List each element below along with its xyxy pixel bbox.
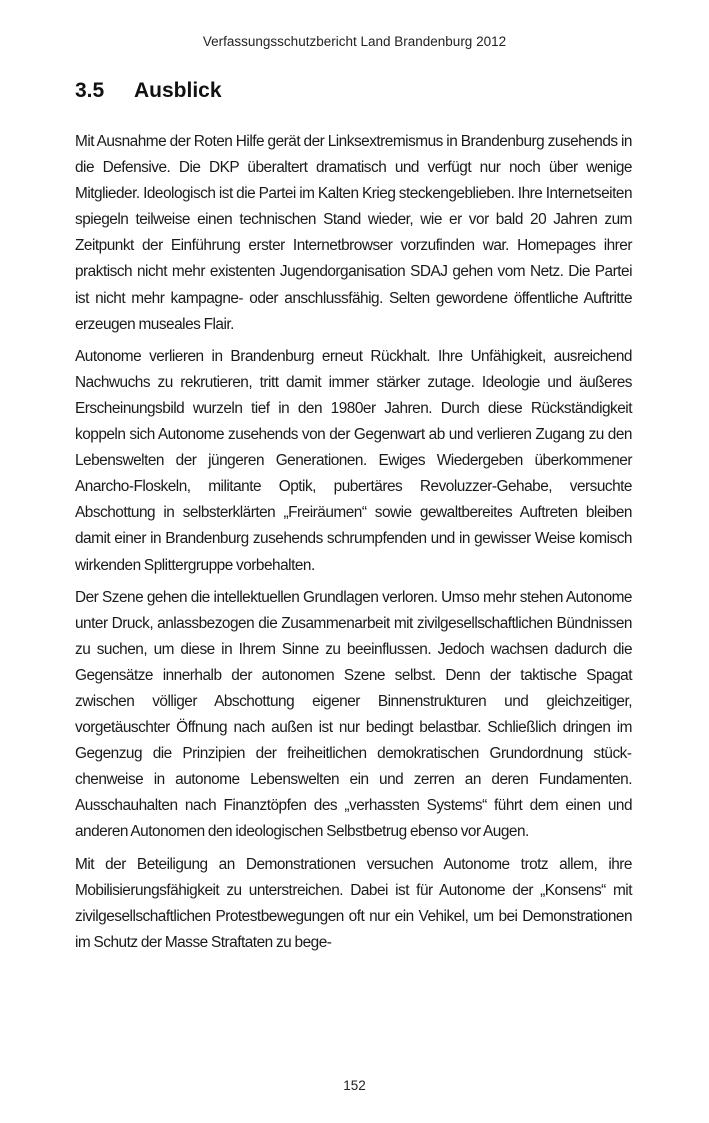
section-title: Ausblick	[134, 79, 222, 102]
section-number: 3.5	[75, 79, 105, 102]
section-heading	[75, 78, 635, 104]
body-text	[75, 129, 632, 962]
running-header: Verfassungsschutzbericht Land Brandenburg 2012	[202, 34, 507, 49]
paragraph-3: Der Szene gehen die intellektuellen Grundlagen verloren. Umso mehr stehen Autonome unter Druck, anlassbezogen die Zusammenarbeit mit zivilgesellschaftlichen Bündnissen zu suchen, um diese in Ihrem Sinne zu beeinflussen. Jedoch wachsen dadurch die Gegensätze innerhalb der autonomen Szene selbst. Denn der taktische Spagat zwischen völliger Abschottung eigener Binnenstrukturen und gleichzeitiger, vorgetäuschter Öffnung nach außen ist nur bedingt belastbar. Schließlich dringen im Gegenzug die Prinzipien der freiheitlichen demokratischen Grundordnung stückchenweise in autonome Lebenswelten ein und zerren an deren Fundamenten. Ausschauhalten nach Finanztöpfen des „verhassten Systems“ führt dem einen und anderen Autonomen den ideologischen Selbstbetrug ebenso vor Augen.	[75, 588, 632, 841]
paragraph-4: Mit der Beteiligung an Demonstrationen versuchen Autonome trotz allem, ihre Mobilisierungsfähigkeit zu unterstreichen. Dabei ist für Autonome der „Konsens“ mit zivilgesellschaftlichen Protestbewegungen oft nur ein Vehikel, um bei Demonstrationen im Schutz der Masse Straftaten zu bege-	[75, 855, 632, 951]
paragraph-2: Autonome verlieren in Brandenburg erneut Rückhalt. Ihre Unfähigkeit, ausreichend Nachwuchs zu rekrutieren, tritt damit immer stärker zutage. Ideologie und äußeres Erscheinungsbild wurzeln tief in den 1980er Jahren. Durch diese Rückständigkeit koppeln sich Autonome zusehends von der Gegenwart ab und verlieren Zugang zu den Lebenswelten der jüngeren Generationen. Ewiges Wiedergeben überkommener Anarcho-Floskeln, militante Optik, pubertäres Revoluzzer-Gehabe, versuchte Abschottung in selbsterklärten „Freiräumen“ sowie gewaltbereites Auftreten bleiben damit einer in Brandenburg zusehends schrumpfenden und in gewisser Weise komisch wirkenden Splittergruppe vorbehalten.	[75, 347, 632, 574]
page-number: 152	[343, 1078, 366, 1093]
paragraph-1: Mit Ausnahme der Roten Hilfe gerät der Linksextremismus in Brandenburg zusehends in die Defensive. Die DKP überaltert dramatisch und verfügt nur noch über wenige Mitglieder. Ideologisch ist die Partei im Kalten Krieg steckengeblieben. Ihre Internetseiten spiegeln teilweise einen technischen Stand wieder, wie er vor bald 20 Jahren zum Zeitpunkt der Einführung erster Internetbrowser vorzufinden war. Homepages ihrer praktisch nicht mehr existenten Jugendorganisation SDAJ gehen vom Netz. Die Partei ist nicht mehr kampagne- oder anschlussfähig. Selten gewordene öffentliche Auftritte erzeugen museales Flair.	[75, 133, 632, 333]
